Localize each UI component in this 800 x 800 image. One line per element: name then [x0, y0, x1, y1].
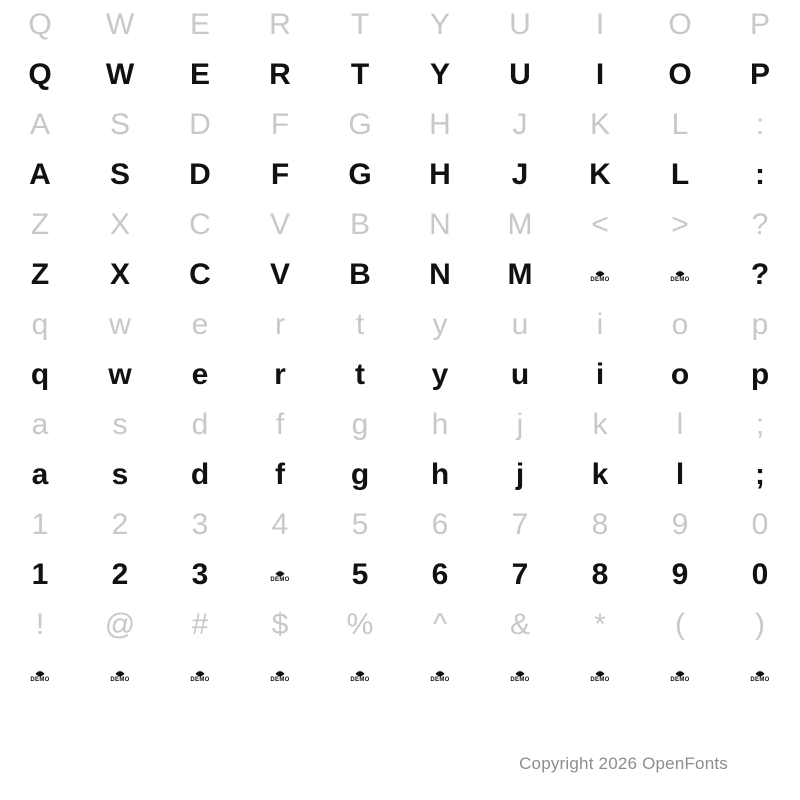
- glyph-cell: K: [589, 158, 611, 191]
- glyph-cell: S: [109, 108, 130, 141]
- demo-watermark: [640, 250, 720, 300]
- glyph-cell: W: [105, 8, 135, 41]
- glyph-cell: r: [274, 358, 286, 391]
- glyph-cell: Q: [28, 8, 52, 41]
- glyph-cell: 5: [351, 558, 369, 591]
- glyph-cell: W: [105, 58, 135, 91]
- glyph-cell: K: [589, 108, 610, 141]
- glyph-cell: C: [189, 258, 211, 291]
- glyph-cell: d: [191, 408, 209, 441]
- demo-watermark: [320, 650, 400, 700]
- glyph-cell: H: [429, 158, 451, 191]
- glyph-cell: j: [516, 408, 524, 441]
- glyph-cell: y: [431, 358, 449, 391]
- glyph-cell: F: [270, 158, 290, 191]
- demo-watermark: [720, 650, 800, 700]
- glyph-cell: s: [111, 458, 129, 491]
- demo-watermark: [240, 550, 320, 600]
- sparkle-icon: [32, 667, 48, 676]
- glyph-cell: &: [509, 608, 530, 641]
- glyph-cell: 4: [271, 508, 289, 541]
- glyph-cell: 6: [431, 558, 449, 591]
- demo-label: DEMO: [590, 677, 610, 683]
- glyph-cell: e: [191, 308, 209, 341]
- glyph-cell: g: [350, 458, 370, 491]
- glyph-cell: L: [670, 158, 690, 191]
- glyph-cell: 3: [191, 558, 209, 591]
- demo-label: DEMO: [350, 677, 370, 683]
- glyph-cell: o: [671, 308, 689, 341]
- glyph-cell: a: [31, 458, 49, 491]
- glyph-cell: 1: [31, 558, 49, 591]
- glyph-cell: ?: [751, 208, 769, 241]
- glyph-cell: T: [350, 8, 370, 41]
- sparkle-icon: [432, 667, 448, 676]
- glyph-cell: O: [668, 8, 692, 41]
- glyph-cell: i: [595, 358, 605, 391]
- glyph-cell: X: [109, 208, 130, 241]
- glyph-cell: 0: [751, 558, 769, 591]
- glyph-cell: 8: [591, 558, 609, 591]
- demo-label: DEMO: [430, 677, 450, 683]
- glyph-cell: i: [596, 308, 604, 341]
- glyph-cell: k: [592, 408, 608, 441]
- glyph-cell: 9: [671, 558, 689, 591]
- glyph-cell: 2: [111, 558, 129, 591]
- glyph-cell: B: [349, 208, 370, 241]
- glyph-cell: 1: [31, 508, 49, 541]
- demo-watermark: [0, 650, 80, 700]
- glyph-cell: *: [594, 608, 606, 641]
- demo-label: DEMO: [270, 577, 290, 583]
- glyph-cell: l: [676, 408, 684, 441]
- glyph-cell: E: [189, 58, 210, 91]
- glyph-cell: $: [271, 608, 289, 641]
- glyph-cell: ;: [755, 408, 765, 441]
- glyph-cell: 0: [751, 508, 769, 541]
- glyph-cell: R: [269, 8, 291, 41]
- demo-label: DEMO: [110, 677, 130, 683]
- glyph-cell: M: [507, 208, 533, 241]
- sparkle-icon: [512, 667, 528, 676]
- glyph-cell: >: [671, 208, 689, 241]
- glyph-cell: p: [750, 358, 770, 391]
- demo-label: DEMO: [670, 277, 690, 283]
- glyph-cell: A: [29, 158, 51, 191]
- glyph-cell: Z: [30, 208, 50, 241]
- glyph-cell: f: [275, 458, 285, 491]
- glyph-cell: P: [749, 8, 770, 41]
- sparkle-icon: [352, 667, 368, 676]
- glyph-cell: ;: [755, 458, 765, 491]
- glyph-cell: V: [269, 208, 290, 241]
- glyph-cell: u: [510, 358, 530, 391]
- sparkle-icon: [272, 567, 288, 576]
- glyph-cell: X: [109, 258, 130, 291]
- glyph-cell: R: [269, 58, 291, 91]
- glyph-cell: q: [31, 308, 49, 341]
- glyph-cell: O: [668, 58, 692, 91]
- glyph-cell: H: [429, 108, 451, 141]
- glyph-cell: u: [511, 308, 529, 341]
- glyph-cell: Y: [429, 58, 450, 91]
- sparkle-icon: [272, 667, 288, 676]
- sparkle-icon: [592, 667, 608, 676]
- glyph-cell: :: [755, 158, 765, 191]
- glyph-cell: E: [189, 8, 210, 41]
- glyph-cell: (: [675, 608, 685, 641]
- glyph-cell: D: [189, 108, 211, 141]
- glyph-cell: q: [30, 358, 50, 391]
- demo-watermark: [80, 650, 160, 700]
- copyright-notice: Copyright 2026 OpenFonts: [519, 754, 728, 773]
- glyph-cell: I: [595, 8, 605, 41]
- demo-watermark: [640, 650, 720, 700]
- glyph-cell: h: [430, 458, 450, 491]
- glyph-cell: 6: [431, 508, 449, 541]
- sparkle-icon: [672, 667, 688, 676]
- sparkle-icon: [752, 667, 768, 676]
- glyph-cell: o: [670, 358, 690, 391]
- demo-label: DEMO: [510, 677, 530, 683]
- demo-watermark: [560, 250, 640, 300]
- glyph-cell: D: [189, 158, 211, 191]
- glyph-cell: #: [191, 608, 209, 641]
- sparkle-icon: [592, 267, 608, 276]
- sparkle-icon: [112, 667, 128, 676]
- glyph-cell: J: [511, 158, 529, 191]
- demo-label: DEMO: [190, 677, 210, 683]
- demo-label: DEMO: [750, 677, 770, 683]
- demo-label: DEMO: [590, 277, 610, 283]
- glyph-cell: N: [429, 258, 451, 291]
- demo-watermark: [400, 650, 480, 700]
- glyph-cell: M: [507, 258, 533, 291]
- glyph-cell: 9: [671, 508, 689, 541]
- sparkle-icon: [672, 267, 688, 276]
- demo-label: DEMO: [670, 677, 690, 683]
- glyph-cell: V: [269, 258, 290, 291]
- glyph-cell: Y: [429, 8, 450, 41]
- glyph-cell: G: [348, 158, 372, 191]
- demo-label: DEMO: [30, 677, 50, 683]
- glyph-cell: 7: [511, 508, 529, 541]
- glyph-cell: U: [509, 8, 531, 41]
- glyph-cell: e: [191, 358, 209, 391]
- glyph-cell: G: [348, 108, 372, 141]
- glyph-cell: t: [355, 358, 365, 391]
- glyph-cell: k: [591, 458, 609, 491]
- glyph-cell: w: [108, 358, 132, 391]
- glyph-cell: h: [431, 408, 449, 441]
- sparkle-icon: [192, 667, 208, 676]
- glyph-cell: B: [349, 258, 371, 291]
- glyph-cell: ): [755, 608, 765, 641]
- glyph-cell: s: [112, 408, 128, 441]
- glyph-cell: 7: [511, 558, 529, 591]
- glyph-cell: t: [355, 308, 365, 341]
- glyph-cell: P: [749, 58, 770, 91]
- glyph-cell: @: [104, 608, 136, 641]
- glyph-cell: l: [675, 458, 685, 491]
- glyph-cell: g: [351, 408, 369, 441]
- glyph-cell: A: [29, 108, 50, 141]
- demo-watermark: [160, 650, 240, 700]
- demo-label: DEMO: [270, 677, 290, 683]
- glyph-cell: w: [109, 308, 131, 341]
- glyph-cell: 2: [111, 508, 129, 541]
- glyph-cell: a: [31, 408, 49, 441]
- glyph-cell: F: [270, 108, 290, 141]
- glyph-cell: T: [350, 58, 370, 91]
- glyph-cell: !: [35, 608, 45, 641]
- glyph-cell: r: [275, 308, 285, 341]
- glyph-cell: S: [109, 158, 130, 191]
- glyph-cell: d: [190, 458, 210, 491]
- glyph-cell: y: [432, 308, 448, 341]
- glyph-cell: %: [346, 608, 374, 641]
- glyph-cell: f: [275, 408, 285, 441]
- glyph-cell: Q: [28, 58, 52, 91]
- glyph-cell: j: [515, 458, 525, 491]
- glyph-cell: 3: [191, 508, 209, 541]
- glyph-cell: :: [755, 108, 765, 141]
- glyph-cell: I: [595, 58, 605, 91]
- glyph-cell: L: [671, 108, 689, 141]
- demo-watermark: [480, 650, 560, 700]
- glyph-cell: U: [509, 58, 531, 91]
- glyph-cell: Z: [30, 258, 50, 291]
- glyph-cell: p: [751, 308, 769, 341]
- glyph-cell: C: [189, 208, 211, 241]
- glyph-cell: J: [512, 108, 528, 141]
- glyph-cell: <: [591, 208, 609, 241]
- demo-watermark: [560, 650, 640, 700]
- demo-watermark: [240, 650, 320, 700]
- glyph-cell: N: [429, 208, 451, 241]
- glyph-cell: ^: [432, 608, 448, 641]
- glyph-cell: ?: [750, 258, 770, 291]
- glyph-cell: 5: [351, 508, 369, 541]
- glyph-cell: 8: [591, 508, 609, 541]
